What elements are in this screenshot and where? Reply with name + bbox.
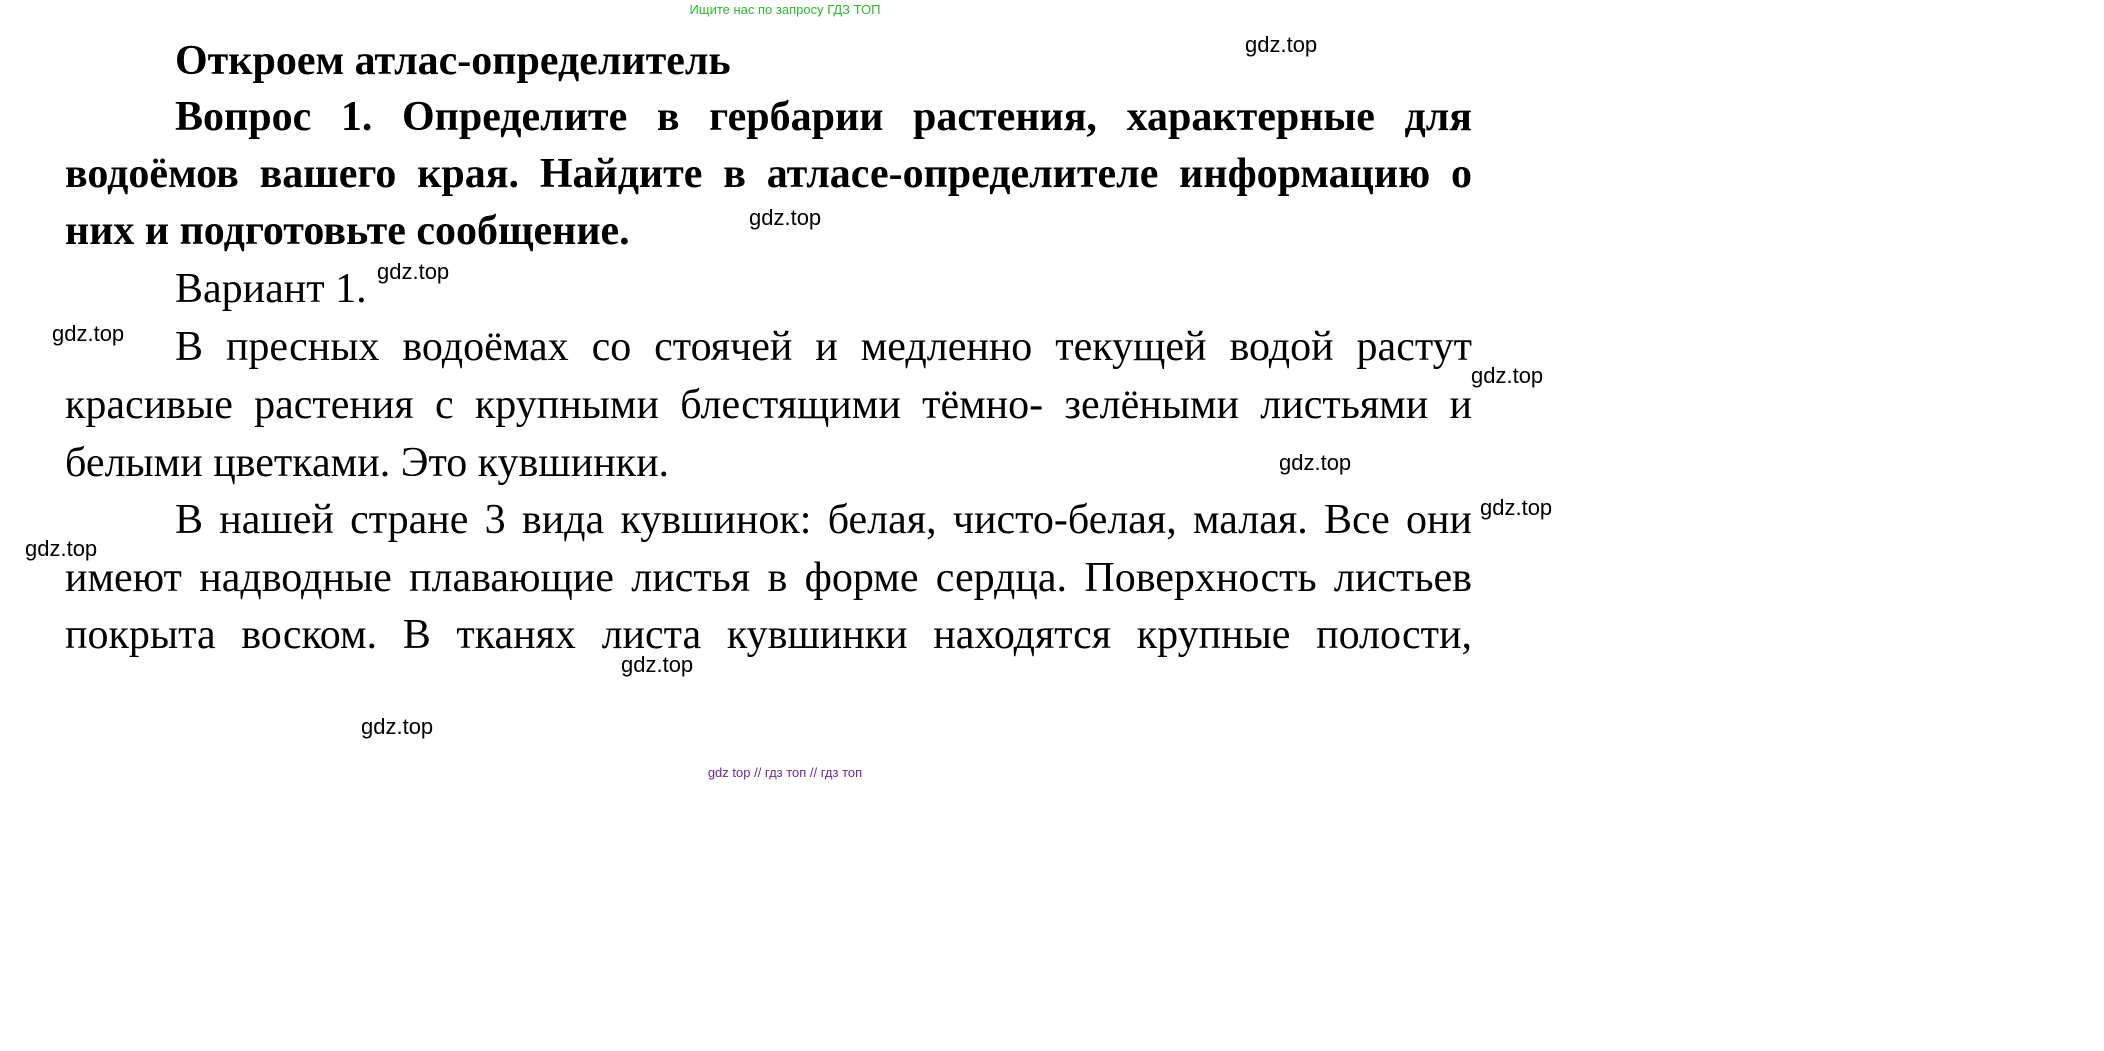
- watermark: gdz.top: [1245, 32, 1318, 57]
- paragraph-2-line-1: В нашей стране 3 вида кувшинок: белая, чисто-белая, малая. Все они: [175, 497, 1472, 543]
- question-line-2: водоёмов вашего края. Найдите в атласе-определителе информацию о: [65, 151, 1472, 197]
- watermark: gdz.top: [52, 321, 125, 346]
- variant-label: Вариант 1.: [175, 266, 367, 312]
- watermark: gdz.top: [1471, 363, 1544, 388]
- watermark: gdz.top: [621, 652, 694, 677]
- watermark: gdz.top: [1279, 450, 1352, 475]
- paragraph-1-line-2: красивые растения с крупными блестящими тёмно- зелёными листьями и: [65, 382, 1472, 428]
- watermark: gdz.top: [1480, 495, 1553, 520]
- watermark: gdz.top: [361, 714, 434, 739]
- paragraph-2-line-2: имеют надводные плавающие листья в форме сердца. Поверхность листьев: [65, 555, 1472, 601]
- paragraph-2-line-3: покрыта воском. В тканях листа кувшинки находятся крупные полости,: [65, 612, 1472, 658]
- footer-links[interactable]: gdz top // гдз топ // гдз топ: [707, 765, 863, 780]
- watermark: gdz.top: [749, 205, 822, 230]
- section-heading: Откроем атлас-определитель: [175, 38, 731, 84]
- paragraph-1-line-1: В пресных водоёмах со стоячей и медленно текущей водой растут: [175, 324, 1472, 370]
- watermark: gdz.top: [25, 536, 98, 561]
- search-hint-banner: Ищите нас по запросу ГДЗ ТОП: [689, 2, 881, 17]
- question-line-3: них и подготовьте сообщение.: [65, 208, 630, 254]
- question-line-1: Вопрос 1. Определите в гербарии растения, характерные для: [175, 94, 1472, 140]
- watermark: gdz.top: [377, 259, 450, 284]
- paragraph-1-line-3: белыми цветками. Это кувшинки.: [65, 440, 670, 486]
